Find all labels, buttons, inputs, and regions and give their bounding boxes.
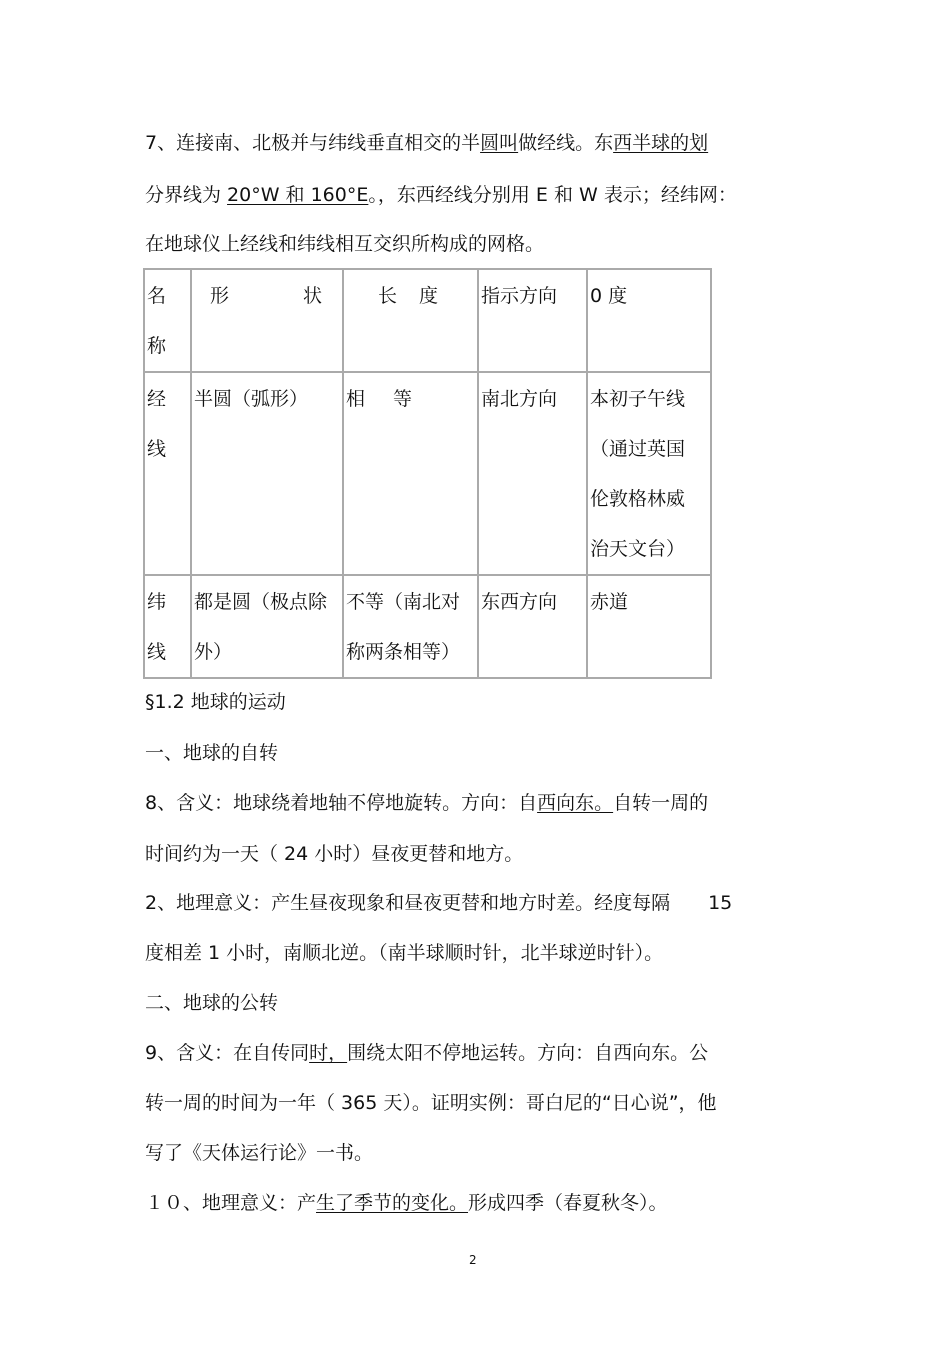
para9-text-b: 围绕太阳不停地运转。方向：自西向东。公 — [347, 1042, 709, 1064]
row2-name-b: 线 — [147, 641, 167, 663]
para7-text-a: 7、连接南、北极并与纬线垂直相交的半 — [145, 132, 481, 154]
heading-revolution: 二、地球的公转 — [145, 992, 279, 1014]
row1-zero-2: （通过英国 — [590, 438, 686, 460]
header-zero: 0 度 — [587, 269, 711, 372]
page-number: 2 — [469, 1253, 477, 1267]
row2-length — [343, 575, 478, 678]
table-row — [144, 372, 711, 575]
row2-zero: 赤道 — [587, 575, 711, 678]
para7-line3: 在地球仪上经线和纬线相互交织所构成的网格。 — [145, 233, 545, 255]
row2-length-2: 称两条相等） — [346, 641, 461, 663]
header-length — [343, 269, 478, 372]
para7-text-b: 做经线。东 — [518, 132, 614, 154]
meridian-parallel-table — [143, 268, 712, 679]
heading-rotation: 一、地球的自转 — [145, 742, 279, 764]
para9-line3: 写了《天体运行论》一书。 — [145, 1142, 374, 1164]
header-direction: 指示方向 — [478, 269, 587, 372]
row2-name — [144, 575, 191, 678]
row1-zero-3: 伦敦格林威 — [590, 488, 686, 510]
para9-underline: 时， — [309, 1042, 348, 1064]
row2-length-1: 不等（南北对 — [346, 591, 461, 613]
header-length-a: 长 — [378, 285, 398, 307]
para7-line2-a: 分界线为 — [145, 184, 228, 206]
para2-text-b: 15 — [708, 892, 733, 914]
row1-length — [343, 372, 478, 575]
para10-line1 — [145, 1191, 668, 1215]
row2-shape — [191, 575, 343, 678]
para9-line2: 转一周的时间为一年（ 365 天）。证明实例：哥白尼的“日心说”，他 — [145, 1092, 717, 1114]
row2-shape-1: 都是圆（极点除 — [194, 591, 328, 613]
header-name-top: 名 — [147, 285, 167, 307]
header-name — [144, 269, 191, 372]
row1-length-a: 相 — [346, 388, 366, 410]
row1-shape: 半圆（弧形） — [191, 372, 343, 575]
para7-line2 — [145, 183, 737, 207]
section-title: §1.2 地球的运动 — [145, 691, 286, 713]
header-shape-b: 状 — [302, 285, 322, 307]
row1-name — [144, 372, 191, 575]
row1-zero-4: 治天文台） — [590, 538, 686, 560]
para7-line2-b: 。，东西经线分别用 E 和 W 表示；经纬网： — [368, 184, 737, 206]
row1-length-b: 等 — [393, 388, 413, 410]
header-shape — [191, 269, 343, 372]
para7-underline-2: 西半球的划 — [613, 132, 709, 154]
para8-text-b: 自转一周的 — [613, 792, 709, 814]
row2-direction: 东西方向 — [478, 575, 587, 678]
table-header-row — [144, 269, 711, 372]
header-length-b: 度 — [419, 285, 439, 307]
para2-text-a: 2、地理意义：产生昼夜现象和昼夜更替和地方时差。经度每隔 — [145, 892, 671, 914]
row2-shape-2: 外） — [194, 641, 233, 663]
para2-line2: 度相差 1 小时，南顺北逆。（南半球顺时针，北半球逆时针）。 — [145, 942, 664, 964]
row1-name-b: 线 — [147, 438, 167, 460]
para9-text-a: 9、含义：在自传同 — [145, 1042, 310, 1064]
para8-line1 — [145, 791, 708, 815]
para8-line2: 时间约为一天（ 24 小时）昼夜更替和地方。 — [145, 843, 524, 865]
para10-text-a: １０、地理意义：产 — [145, 1192, 317, 1214]
para8-text-a: 8、含义：地球绕着地轴不停地旋转。方向：自 — [145, 792, 538, 814]
row1-name-a: 经 — [147, 388, 167, 410]
para10-underline: 生了季节的变化。 — [316, 1192, 469, 1214]
para10-text-b: 形成四季（春夏秋冬）。 — [468, 1192, 668, 1214]
row1-direction: 南北方向 — [478, 372, 587, 575]
row2-name-a: 纬 — [147, 591, 167, 613]
para9-line1 — [145, 1041, 708, 1065]
para8-underline: 西向东。 — [537, 792, 614, 814]
header-shape-a: 形 — [210, 285, 230, 307]
header-name-bottom: 称 — [147, 335, 167, 357]
para2-line1 — [145, 891, 732, 915]
row1-zero-1: 本初子午线 — [590, 388, 686, 410]
para7-underline-1: 圆叫 — [480, 132, 519, 154]
para7-line1 — [145, 131, 708, 155]
para7-line2-underline: 20°W 和 160°E — [227, 184, 369, 206]
row1-zero — [587, 372, 711, 575]
table-row — [144, 575, 711, 678]
